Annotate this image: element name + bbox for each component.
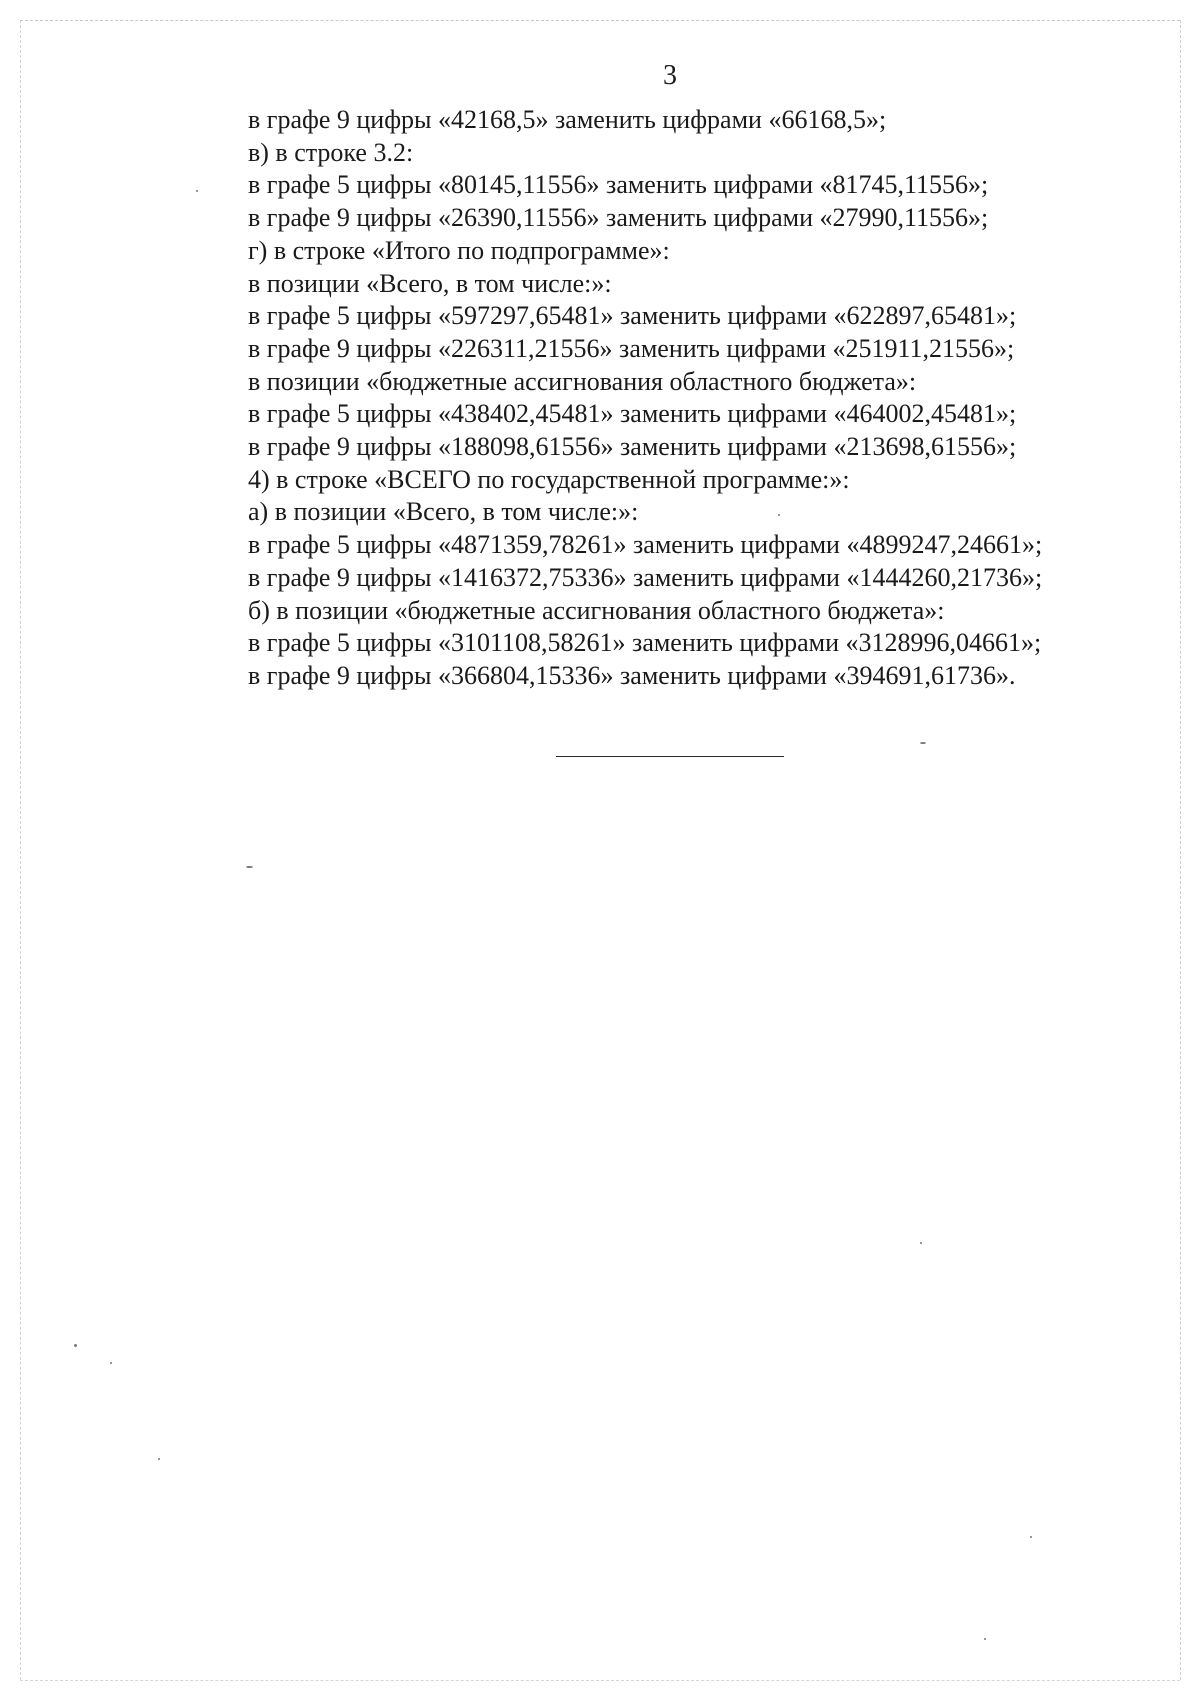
text-line: в позиции «Всего, в том числе:»: <box>248 268 612 298</box>
scan-speck <box>778 514 780 516</box>
scan-border-top <box>20 20 1180 21</box>
scan-speck <box>196 190 198 192</box>
scan-speck <box>158 1458 160 1460</box>
text-line: в графе 5 цифры «4871359,78261» заменить цифрами «4899247,24661»; <box>248 530 1043 560</box>
scan-speck <box>984 1638 986 1640</box>
scan-speck <box>920 1242 922 1244</box>
scan-speck <box>1030 1536 1032 1538</box>
scan-speck <box>246 866 253 868</box>
end-separator-line <box>556 756 784 757</box>
text-line: в графе 9 цифры «366804,15336» заменить цифрами «394691,61736». <box>248 660 1016 690</box>
text-line: в графе 9 цифры «1416372,75336» заменить цифрами «1444260,21736»; <box>248 562 1043 592</box>
text-line: а) в позиции «Всего, в том числе:»: <box>248 497 639 527</box>
scan-speck <box>920 742 926 744</box>
scan-border-left <box>20 20 21 1680</box>
page-number: 3 <box>663 60 677 91</box>
text-line: 4) в строке «ВСЕГО по государственной программе:»: <box>248 464 850 494</box>
text-line: г) в строке «Итого по подпрограмме»: <box>248 235 670 265</box>
text-line: в графе 5 цифры «80145,11556» заменить цифрами «81745,11556»; <box>248 170 989 200</box>
text-line: в графе 9 цифры «42168,5» заменить цифрами «66168,5»; <box>248 105 887 134</box>
scan-border-right <box>1180 20 1181 1680</box>
text-line: в) в строке 3.2: <box>248 137 414 167</box>
scan-speck <box>110 1362 112 1364</box>
text-line: в графе 5 цифры «3101108,58261» заменить цифрами «3128996,04661»; <box>248 628 1042 658</box>
text-line: в графе 5 цифры «438402,45481» заменить цифрами «464002,45481»; <box>248 399 1017 429</box>
text-line: в графе 9 цифры «188098,61556» заменить цифрами «213698,61556»; <box>248 432 1017 462</box>
scan-border-bottom <box>20 1680 1180 1681</box>
text-line: в графе 5 цифры «597297,65481» заменить цифрами «622897,65481»; <box>248 301 1017 331</box>
scan-speck <box>74 1344 77 1347</box>
text-line: б) в позиции «бюджетные ассигнования областного бюджета»: <box>248 595 945 625</box>
document-body <box>248 104 1148 693</box>
text-line: в графе 9 цифры «26390,11556» заменить цифрами «27990,11556»; <box>248 203 989 233</box>
text-line: в позиции «бюджетные ассигнования областного бюджета»: <box>248 366 917 396</box>
text-line: в графе 9 цифры «226311,21556» заменить цифрами «251911,21556»; <box>248 333 1015 363</box>
